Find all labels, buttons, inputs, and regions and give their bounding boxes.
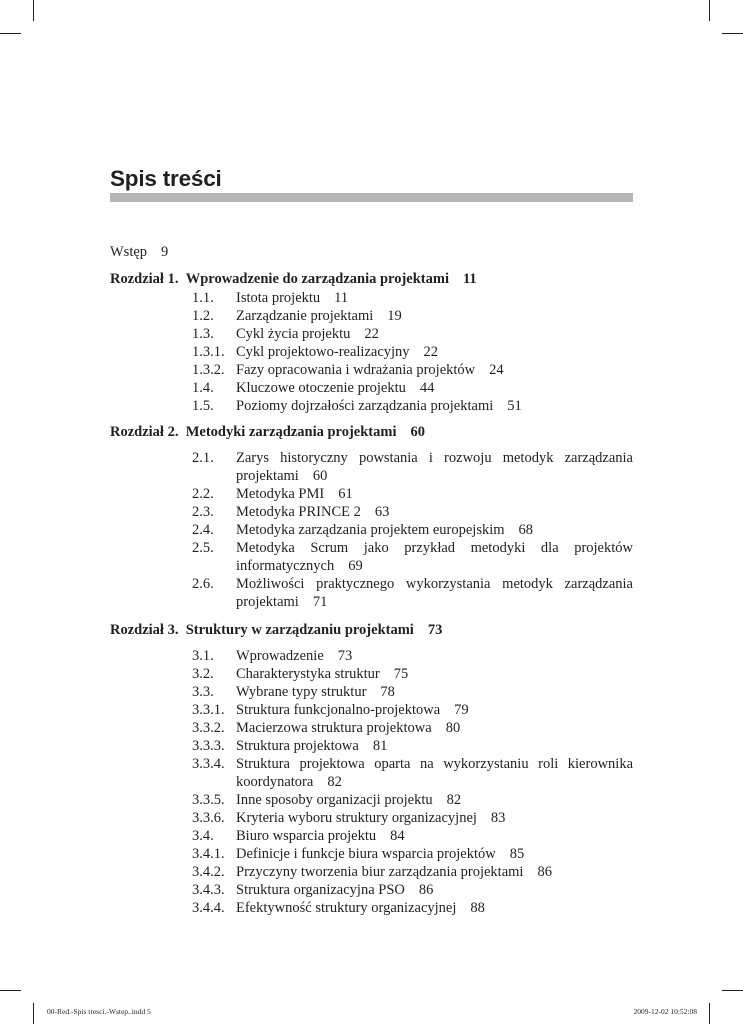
section-number: 2.4.: [192, 522, 214, 538]
section-number: 3.4.3.: [192, 882, 225, 898]
section-title: Cykl życia projektu: [236, 326, 351, 342]
section-title: Zarys historyczny powstania i rozwoju metodyk zarządzania projektami: [236, 450, 633, 484]
section-entry: [236, 539, 633, 575]
chapter-page: 73: [427, 622, 443, 638]
section-page: 84: [390, 828, 405, 844]
section-page: 68: [518, 522, 534, 538]
intro-page: 9: [161, 244, 169, 260]
section-entry: [236, 503, 389, 521]
section-entry: [236, 647, 352, 665]
toc-chapter: [110, 423, 425, 441]
footer-timestamp: 2009-12-02 10:52:08: [633, 1007, 697, 1016]
section-number: 1.1.: [192, 290, 214, 306]
section-page: 69: [348, 558, 363, 574]
crop-mark: [709, 1003, 710, 1024]
chapter-label: Rozdział 3.: [110, 622, 179, 638]
chapter-page: 11: [462, 271, 477, 287]
section-entry: [236, 701, 469, 719]
section-page: 83: [490, 810, 506, 826]
section-page: 75: [393, 666, 409, 682]
section-entry: [236, 397, 522, 415]
section-entry: [236, 521, 533, 539]
section-page: 86: [537, 864, 552, 880]
section-number: 1.3.2.: [192, 362, 225, 378]
section-page: 80: [445, 720, 461, 736]
section-title: Metodyka PMI: [236, 486, 325, 502]
section-entry: [236, 361, 504, 379]
section-title: Struktura projektowa oparta na wykorzystaniu roli kierownika koordynatora: [236, 756, 633, 790]
section-number: 3.3.1.: [192, 702, 225, 718]
section-entry: [236, 307, 402, 325]
chapter-label: Rozdział 2.: [110, 424, 179, 440]
crop-mark: [709, 0, 710, 21]
chapter-title: Wprowadzenie do zarządzania projektami: [185, 271, 449, 287]
section-title: Wybrane typy struktur: [236, 684, 367, 700]
section-page: 82: [446, 792, 462, 808]
title-underline-bar: [110, 193, 633, 202]
section-title: Fazy opracowania i wdrażania projektów: [236, 362, 476, 378]
section-entry: [236, 881, 433, 899]
section-number: 1.3.: [192, 326, 214, 342]
section-entry: [236, 719, 460, 737]
section-page: 71: [312, 594, 328, 610]
section-page: 78: [380, 684, 395, 700]
section-title: Macierzowa struktura projektowa: [236, 720, 432, 736]
section-page: 61: [338, 486, 353, 502]
section-number: 1.4.: [192, 380, 214, 396]
section-number: 1.2.: [192, 308, 214, 324]
section-page: 11: [334, 290, 349, 306]
toc-chapter: [110, 621, 442, 639]
section-number: 3.3.5.: [192, 792, 225, 808]
section-entry: [236, 791, 461, 809]
section-title: Metodyka Scrum jako przykład metodyki dla projektów informatycznych: [236, 540, 633, 574]
section-entry: [236, 683, 395, 701]
section-entry: [236, 343, 438, 361]
toc-chapter: [110, 270, 477, 288]
section-number: 3.3.6.: [192, 810, 225, 826]
section-page: 24: [489, 362, 504, 378]
section-title: Struktura projektowa: [236, 738, 359, 754]
section-entry: [236, 325, 379, 343]
section-number: 2.2.: [192, 486, 214, 502]
section-entry: [236, 737, 387, 755]
section-title: Efektywność struktury organizacyjnej: [236, 900, 457, 916]
section-entry: [236, 665, 408, 683]
section-page: 85: [509, 846, 525, 862]
section-entry: [236, 863, 552, 881]
section-number: 1.5.: [192, 398, 214, 414]
section-number: 3.3.3.: [192, 738, 225, 754]
section-number: 3.4.4.: [192, 900, 225, 916]
footer-file-name: 00-Red.-Spis tresci.-Wstep..indd 5: [47, 1007, 151, 1016]
chapter-page: 60: [410, 424, 425, 440]
section-page: 22: [423, 344, 439, 360]
section-page: 73: [337, 648, 353, 664]
section-number: 3.4.1.: [192, 846, 225, 862]
section-title: Możliwości praktycznego wykorzystania metodyk zarządzania projektami: [236, 576, 633, 610]
section-number: 3.3.2.: [192, 720, 225, 736]
section-title: Inne sposoby organizacji projektu: [236, 792, 433, 808]
section-number: 3.3.: [192, 684, 214, 700]
section-title: Metodyka zarządzania projektem europejskim: [236, 522, 505, 538]
section-number: 3.3.4.: [192, 756, 225, 772]
section-entry: [236, 575, 633, 611]
section-title: Charakterystyka struktur: [236, 666, 380, 682]
section-title: Zarządzanie projektami: [236, 308, 374, 324]
chapter-title: Metodyki zarządzania projektami: [185, 424, 397, 440]
section-title: Struktura funkcjonalno-projektowa: [236, 702, 441, 718]
section-entry: [236, 899, 485, 917]
section-entry: [236, 845, 524, 863]
section-page: 82: [327, 774, 342, 790]
section-title: Metodyka PRINCE 2: [236, 504, 361, 520]
section-title: Biuro wsparcia projektu: [236, 828, 377, 844]
crop-mark: [33, 1003, 34, 1024]
section-entry: [236, 827, 405, 845]
section-page: 86: [418, 882, 434, 898]
crop-mark: [33, 0, 34, 21]
intro-label: Wstęp: [110, 244, 148, 260]
section-entry: [236, 809, 505, 827]
section-title: Cykl projektowo-realizacyjny: [236, 344, 410, 360]
section-page: 63: [374, 504, 390, 520]
section-number: 3.1.: [192, 648, 214, 664]
section-page: 79: [454, 702, 469, 718]
section-page: 22: [364, 326, 379, 342]
section-entry: [236, 379, 434, 397]
section-title: Kryteria wyboru struktury organizacyjnej: [236, 810, 477, 826]
crop-mark: [722, 33, 743, 34]
section-number: 3.4.: [192, 828, 214, 844]
section-entry: [236, 449, 633, 485]
crop-mark: [0, 990, 21, 991]
section-page: 19: [387, 308, 402, 324]
section-entry: [236, 755, 633, 791]
section-number: 1.3.1.: [192, 344, 225, 360]
section-title: Istota projektu: [236, 290, 321, 306]
section-number: 2.1.: [192, 450, 214, 466]
section-number: 2.3.: [192, 504, 214, 520]
section-title: Poziomy dojrzałości zarządzania projektami: [236, 398, 494, 414]
section-title: Definicje i funkcje biura wsparcia projektów: [236, 846, 496, 862]
section-page: 81: [372, 738, 388, 754]
crop-mark: [0, 33, 21, 34]
crop-mark: [722, 990, 743, 991]
section-number: 2.6.: [192, 576, 214, 592]
section-number: 3.2.: [192, 666, 214, 682]
section-title: Wprowadzenie: [236, 648, 324, 664]
section-number: 2.5.: [192, 540, 214, 556]
page-title: Spis treści: [110, 166, 222, 191]
chapter-title: Struktury w zarządzaniu projektami: [185, 622, 414, 638]
section-title: Kluczowe otoczenie projektu: [236, 380, 406, 396]
section-entry: [236, 485, 353, 503]
chapter-label: Rozdział 1.: [110, 271, 179, 287]
section-page: 51: [507, 398, 522, 414]
section-entry: [236, 289, 348, 307]
section-page: 44: [419, 380, 435, 396]
section-title: Przyczyny tworzenia biur zarządzania projektami: [236, 864, 524, 880]
section-page: 88: [470, 900, 485, 916]
section-page: 60: [312, 468, 328, 484]
section-title: Struktura organizacyjna PSO: [236, 882, 405, 898]
section-number: 3.4.2.: [192, 864, 225, 880]
toc-intro: [110, 243, 168, 261]
